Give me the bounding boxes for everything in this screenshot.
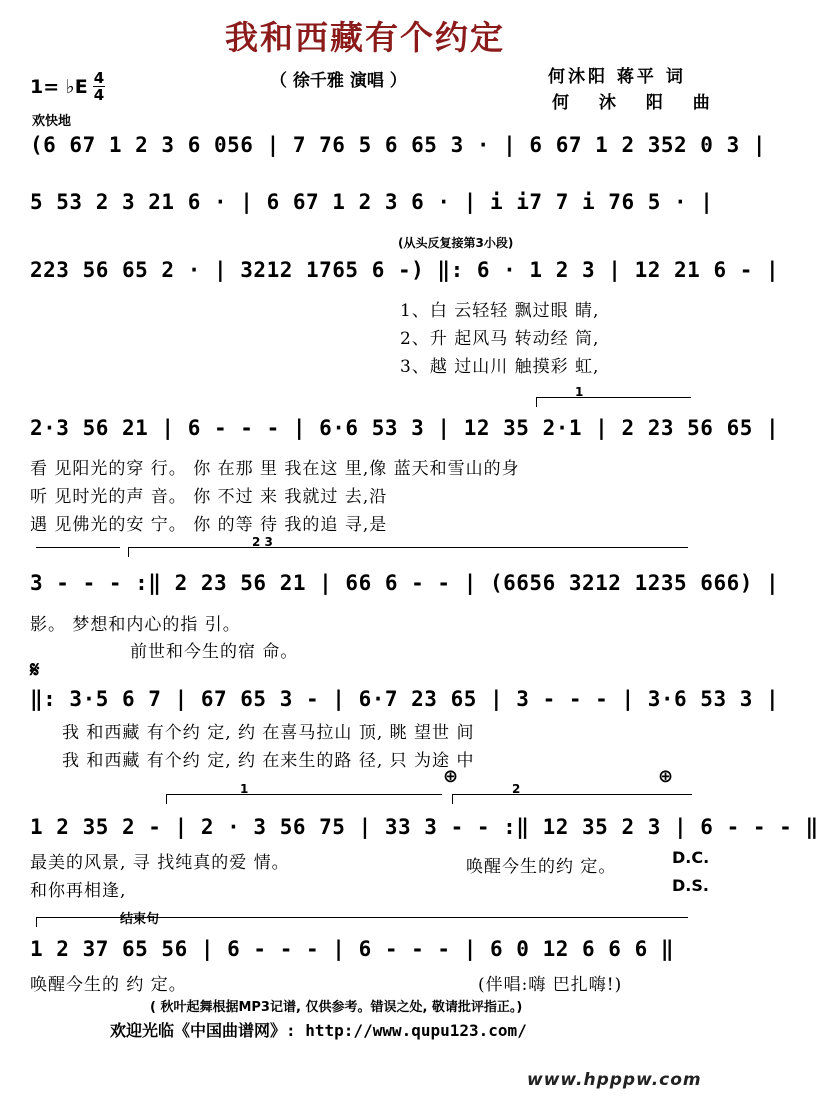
repeat-instruction: (从头反复接第3小段) [398,236,514,250]
ds-marking: D.S. [672,876,709,895]
transcriber-note: ( 秋叶起舞根据MP3记谱, 仅供参考。错误之处, 敬请批评指正。) [150,1000,523,1015]
lyric-line: 1、白 云轻轻 飘过眼 睛, [400,301,600,321]
coda-icon: ⊕ [443,766,459,787]
lyric-line: 我 和西藏 有个约 定, 约 在来生的路 径, 只 为途 中 [62,751,475,771]
time-sig-top: 4 [93,69,105,87]
volta-bracket-end [128,547,129,557]
lyric-line: 唤醒今生的约 定。 [466,857,617,877]
notation-row-4: 2·3 56 21 | 6 - - - | 6·6 53 3 | 12 35 2·1 | 2 23 56 65 | [30,416,780,440]
tempo-marking: 欢快地 [32,114,72,129]
lyric-line: 影。 梦想和内心的指 引。 [30,615,241,635]
volta-bracket [166,794,442,795]
lyric-line: 和你再相逢, [30,881,127,901]
volta-bracket-end [536,397,537,407]
volta-bracket [452,794,692,795]
notation-row-2: 5 53 2 3 21 6 · | 6 67 1 2 3 6 · | i i7 7 i 76 5 · | [30,190,714,214]
notation-row-5: 3 - - - :‖ 2 23 56 21 | 66 6 - - | (6656 3212 1235 666) | [30,571,780,595]
volta-bracket [536,397,691,398]
lyric-line: 唤醒今生的 约 定。 [30,975,187,995]
lyric-line: 最美的风景, 寻 找纯真的爱 情。 [30,853,290,873]
notation-row-3: 223 56 65 2 · | 3212 1765 6 -) ‖: 6 · 1 2 3 | 12 21 6 - | [30,258,780,282]
volta-bracket [128,547,688,548]
lyricist-credit: 何沐阳 蒋平 词 [548,67,686,87]
dc-marking: D.C. [672,848,710,867]
notation-row-7: 1 2 35 2 - | 2 · 3 56 75 | 33 3 - - :‖ 12 35 2 3 | 6 - - - ‖ [30,815,819,839]
singer-credit: （ 徐千雅 演唱 ） [270,71,407,91]
ending-label: 结束句 [120,912,160,927]
volta-number: 2 [512,782,521,796]
volta-bracket [36,547,120,548]
ending-bracket [36,917,688,918]
volta-number: 1 [575,385,584,399]
lyric-line: 我 和西藏 有个约 定, 约 在喜马拉山 顶, 眺 望世 间 [62,723,475,743]
coda-icon: ⊕ [658,766,674,787]
notation-row-8: 1 2 37 65 56 | 6 - - - | 6 - - - | 6 0 12 6 6 6 ‖ [30,937,675,961]
lyric-line: 遇 见佛光的安 宁。 你 的等 待 我的追 寻,是 [30,515,388,535]
ending-bracket-end [36,917,37,927]
song-title: 我和西藏有个约定 [225,18,505,57]
notation-row-1: (6 67 1 2 3 6 056 | 7 76 5 6 65 3 · | 6 67 1 2 352 0 3 | [30,133,767,157]
key-signature: 1= ♭E [30,76,88,98]
time-sig-bottom: 4 [93,86,105,104]
volta-bracket-end [452,794,453,804]
site-link[interactable]: 欢迎光临《中国曲谱网》: http://www.qupu123.com/ [110,1021,527,1040]
volta-bracket-end [166,794,167,804]
lyric-line: 3、越 过山川 触摸彩 虹, [400,357,600,377]
lyric-line: 前世和今生的宿 命。 [130,642,299,662]
lyric-line: 看 见阳光的穿 行。 你 在那 里 我在这 里,像 蓝天和雪山的身 [30,459,520,479]
segno-icon: 𝄋 [30,658,40,683]
lyric-line: 听 见时光的声 音。 你 不过 来 我就过 去,沿 [30,487,388,507]
volta-number: 1 [240,782,249,796]
watermark: www.hpppw.com [527,1070,702,1090]
time-signature [93,70,105,103]
composer-credit: 何 沐 阳 曲 [552,93,722,113]
notation-row-6: ‖: 3·5 6 7 | 67 65 3 - | 6·7 23 65 | 3 - - - | 3·6 53 3 | [30,687,780,711]
backing-vocal-note: (伴唱:嗨 巴扎嗨!) [478,975,623,995]
lyric-line: 2、升 起风马 转动经 筒, [400,329,600,349]
volta-number: 2 3 [252,535,273,549]
